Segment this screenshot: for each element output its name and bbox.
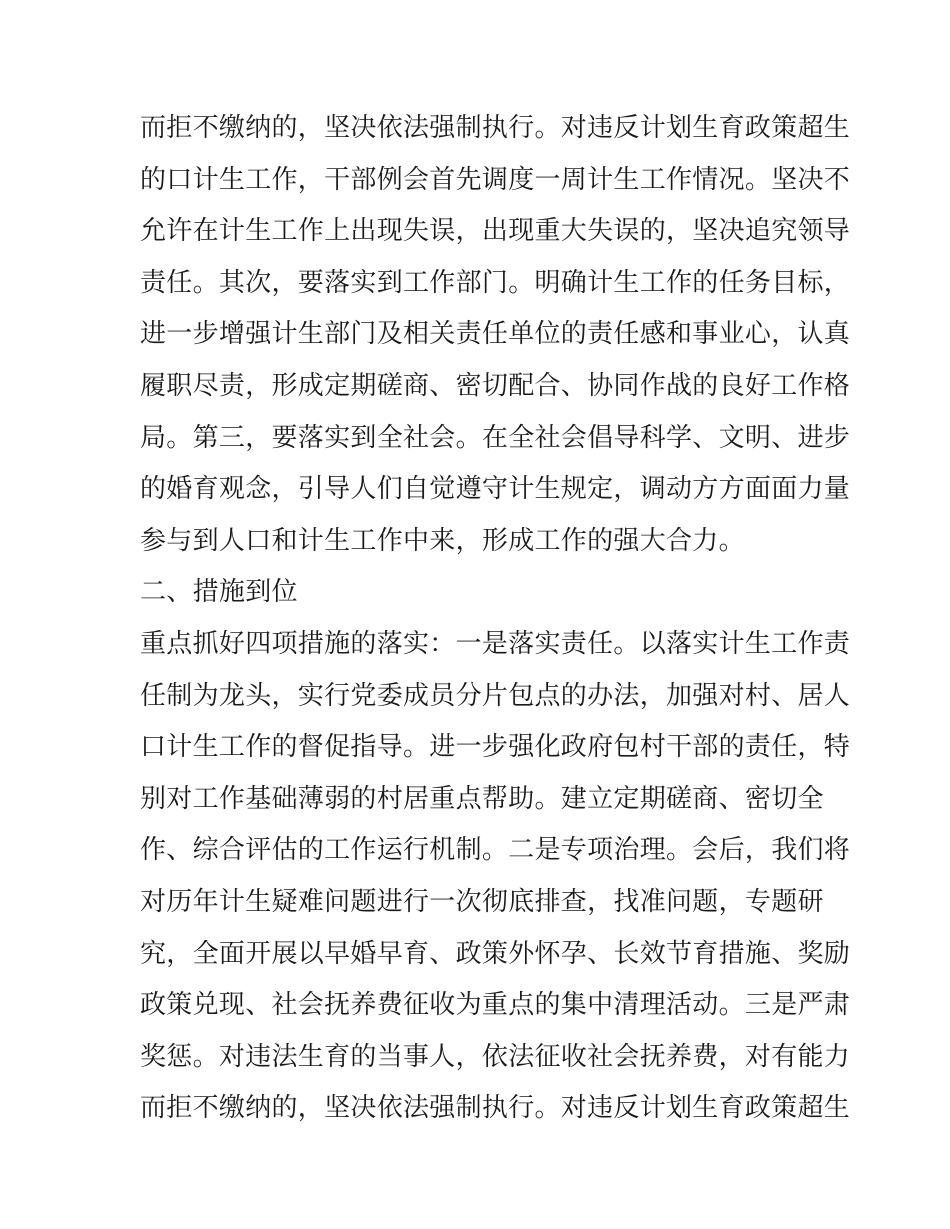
document-body xyxy=(140,103,851,1135)
text-line: 究，全面开展以早婚早育、政策外怀孕、长效节育措施、奖励 xyxy=(140,938,851,969)
text-line: 口计生工作的督促指导。进一步强化政府包村干部的责任，特 xyxy=(140,732,851,763)
text-line: 局。第三，要落实到全社会。在全社会倡导科学、文明、进步 xyxy=(140,422,851,453)
text-line: 的婚育观念，引导人们自觉遵守计生规定，调动方方面面力量 xyxy=(140,474,851,505)
text-line: 作、综合评估的工作运行机制。二是专项治理。会后，我们将 xyxy=(140,835,851,866)
text-line: 而拒不缴纳的，坚决依法强制执行。对违反计划生育政策超生 xyxy=(140,113,851,143)
text-line: 允许在计生工作上出现失误，出现重大失误的，坚决追究领导 xyxy=(140,216,851,247)
text-line: 政策兑现、社会抚养费征收为重点的集中清理活动。三是严肃 xyxy=(140,990,851,1021)
text-line: 进一步增强计生部门及相关责任单位的责任感和事业心，认真 xyxy=(140,319,851,350)
text-line: 对历年计生疑难问题进行一次彻底排查，找准问题，专题研 xyxy=(140,886,824,917)
text-line: 履职尽责，形成定期磋商、密切配合、协同作战的良好工作格 xyxy=(140,370,851,401)
text-line: 任制为龙头，实行党委成员分片包点的办法，加强对村、居人 xyxy=(140,680,851,711)
text-line: 的口计生工作，干部例会首先调度一周计生工作情况。坚决不 xyxy=(140,164,851,195)
text-line: 重点抓好四项措施的落实：一是落实责任。以落实计生工作责 xyxy=(140,628,851,659)
text-line: 奖惩。对违法生育的当事人，依法征收社会抚养费，对有能力 xyxy=(140,1041,851,1072)
text-line: 参与到人口和计生工作中来，形成工作的强大合力。 xyxy=(140,525,745,556)
text-line: 别对工作基础薄弱的村居重点帮助。建立定期磋商、密切全 xyxy=(140,783,824,814)
text-line: 而拒不缴纳的，坚决依法强制执行。对违反计划生育政策超生 xyxy=(140,1093,851,1124)
section-heading: 二、措施到位 xyxy=(140,577,298,608)
text-line: 责任。其次，要落实到工作部门。明确计生工作的任务目标， xyxy=(140,267,851,298)
